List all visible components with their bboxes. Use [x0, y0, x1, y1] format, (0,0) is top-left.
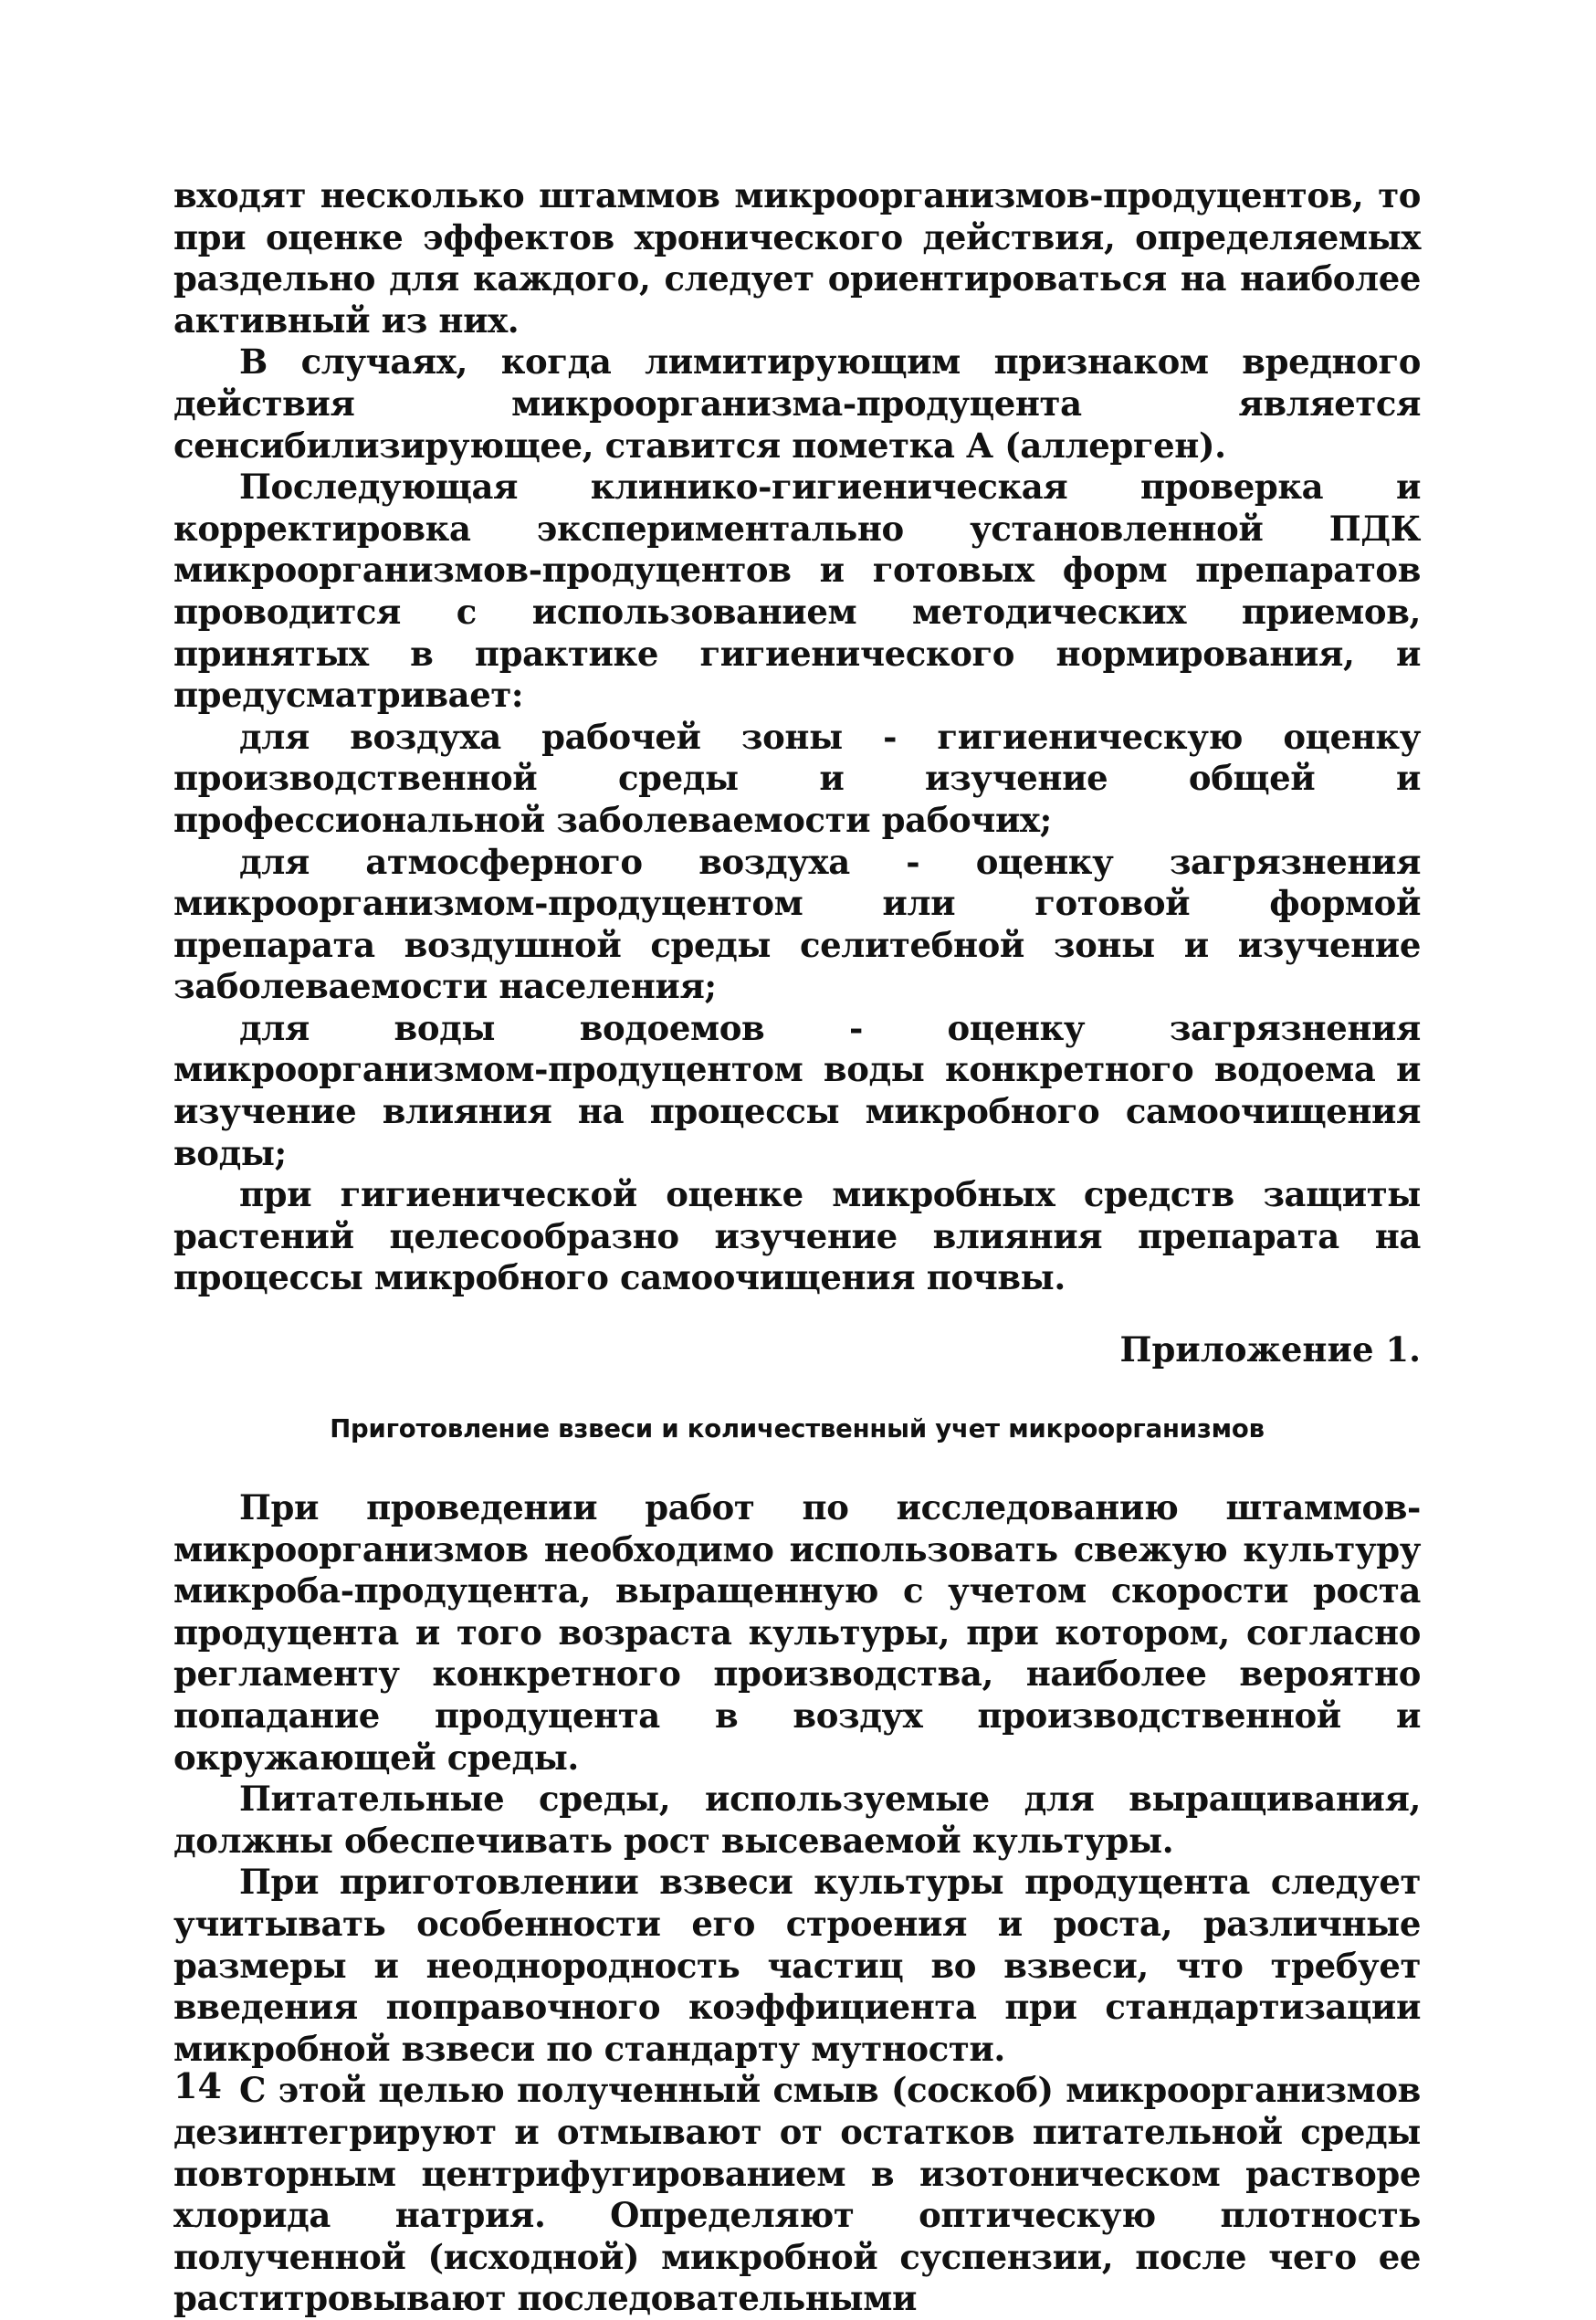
- paragraph-water-bodies: для воды водоемов - оценку загрязнения микроорганизмом-продуцентом воды конкретного водоема и изучение влияния на процессы микробного самоочищения воды;: [173, 1007, 1421, 1173]
- appendix-label: Приложение 1.: [1119, 1329, 1421, 1370]
- paragraph-suspension-prep: При приготовлении взвеси культуры продуцента следует учитывать особенности его строения и роста, различные размеры и неоднородность частиц во взвеси, что требует введения поправочного коэффициента при стандартизации микробной взвеси по стандарту мутности.: [173, 1862, 1421, 2069]
- paragraph-clinical-check: Последующая клинико-гигиеническая проверка и корректировка экспериментально установленной ПДК микроорганизмов-продуцентов и готовых форм препаратов проводится с использованием методических приемов, принятых в практике гигиенического нормирования, и предусматривает:: [173, 467, 1421, 716]
- paragraph-allergen-mark: В случаях, когда лимитирующим признаком вредного действия микроорганизма-продуцента является сенсибилизирующее, ставится пометка А (аллерген).: [173, 341, 1421, 466]
- paragraph-nutrient-media: Питательные среды, используемые для выращивания, должны обеспечивать рост высеваемой культуры.: [173, 1779, 1421, 1861]
- paragraph-work-zone-air: для воздуха рабочей зоны - гигиеническую оценку производственной среды и изучение общей и профессиональной заболеваемости рабочих;: [173, 716, 1421, 840]
- paragraph-atmospheric-air: для атмосферного воздуха - оценку загрязнения микроорганизмом-продуцентом или готовой формой препарата воздушной среды селитебной зоны и изучение заболеваемости населения;: [173, 841, 1421, 1007]
- paragraph-soil: при гигиенической оценке микробных средств защиты растений целесообразно изучение влияния препарата на процессы микробного самоочищения почвы.: [173, 1174, 1421, 1298]
- paragraph-fresh-culture: При проведении работ по исследованию штаммов-микроорганизмов необходимо использовать свежую культуру микроба-продуцента, выращенную с учетом скорости роста продуцента и того возраста культуры, при котором, согласно регламенту конкретного производства, наиболее вероятно попадание продуцента в воздух производственной и окружающей среды.: [173, 1487, 1421, 1778]
- section-title: Приготовление взвеси и количественный учет микроорганизмов: [330, 1414, 1265, 1444]
- paragraph-disintegration: С этой целью полученный смыв (соскоб) микроорганизмов дезинтегрируют и отмывают от остатков питательной среды повторным центрифугированием в изотоническом растворе хлорида натрия. Определяют оптическую плотность полученной (исходной) микробной суспензии, после чего ее раститровывают последовательными: [173, 2070, 1421, 2319]
- page-number: 14: [173, 2065, 222, 2106]
- page-content: [173, 175, 1421, 2320]
- paragraph-continuation: входят несколько штаммов микроорганизмов-продуцентов, то при оценке эффектов хронического действия, определяемых раздельно для каждого, следует ориентироваться на наиболее активный из них.: [173, 175, 1421, 341]
